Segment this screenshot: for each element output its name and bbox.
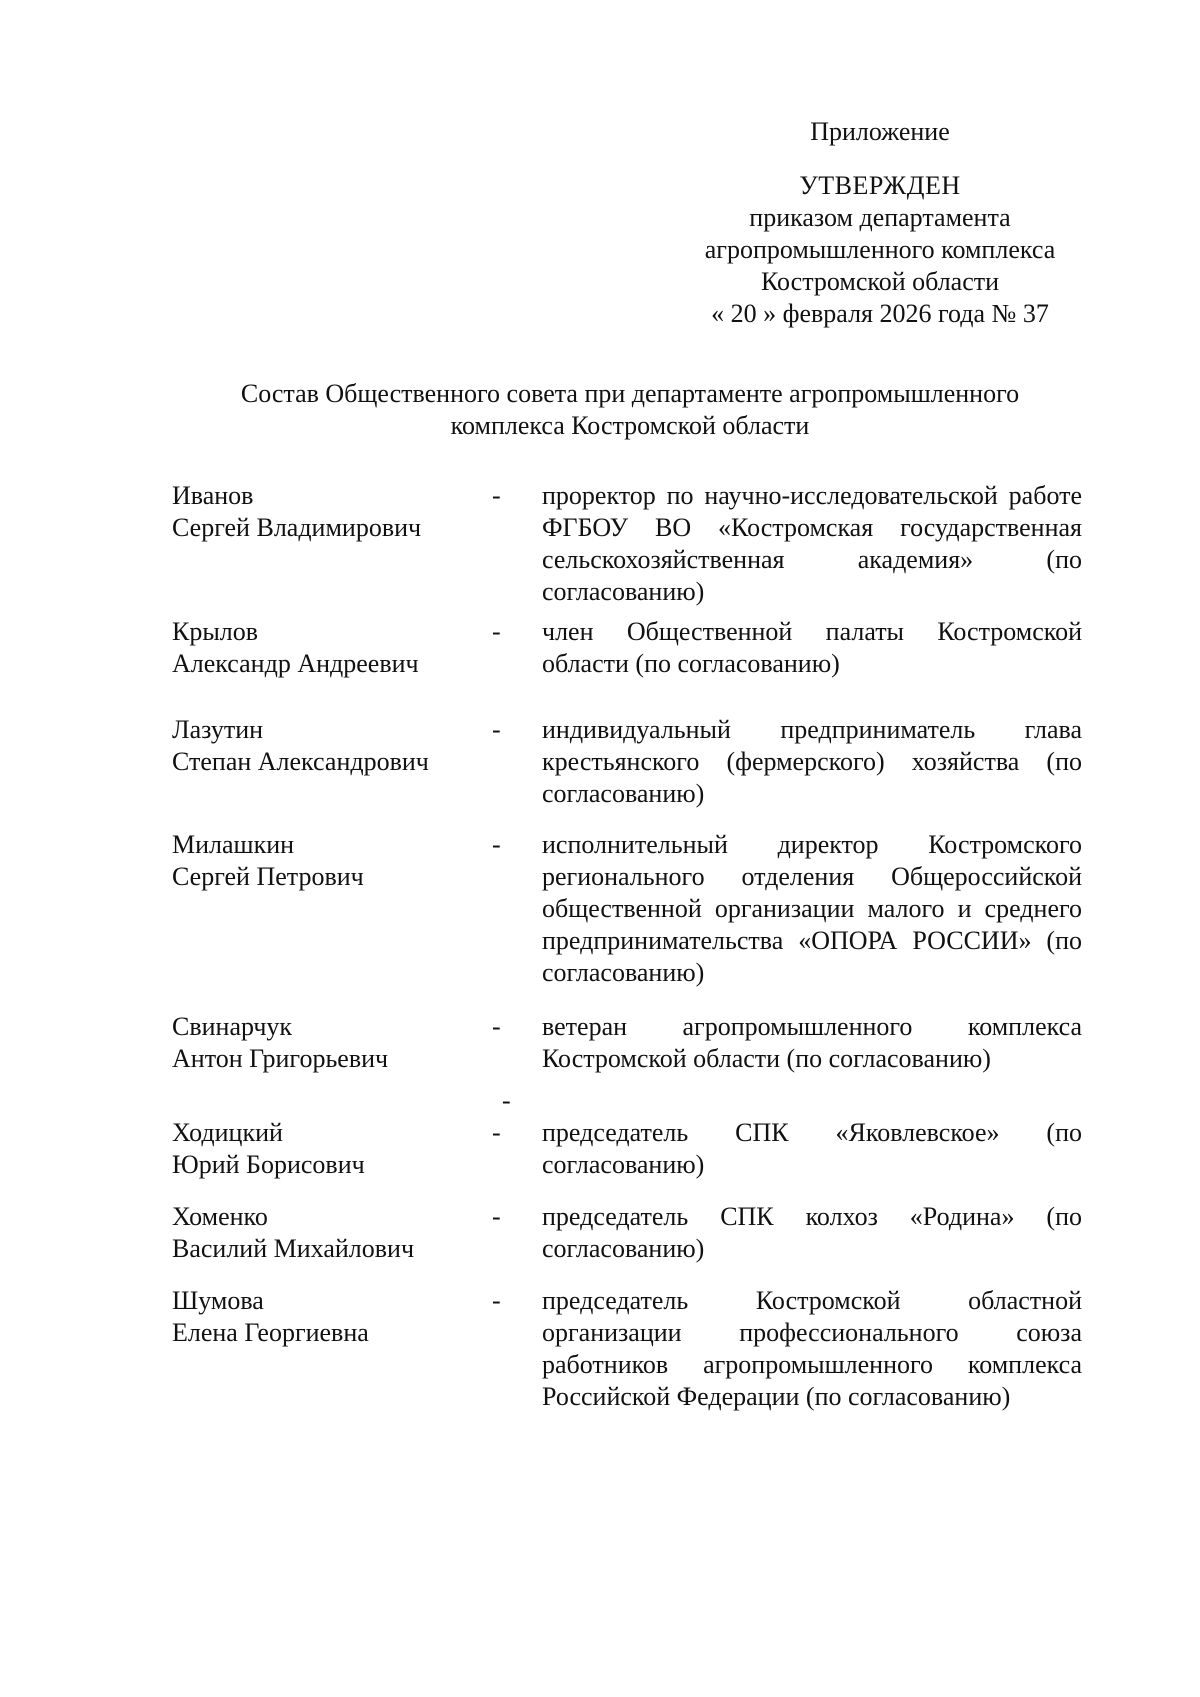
member-given-names: Антон Григорьевич (172, 1044, 389, 1073)
member-name (172, 1201, 492, 1265)
member-position: председатель СПК колхоз «Родина» (по согласованию) (542, 1202, 1082, 1263)
member-given-names: Елена Георгиевна (172, 1318, 369, 1347)
appendix-label: Приложение (810, 117, 950, 146)
order-date: « 20 » февраля 2026 года № 37 (711, 299, 1049, 328)
stray-dash: - (502, 1086, 511, 1115)
member-row (172, 480, 1092, 616)
member-dash: - (492, 1202, 501, 1231)
member-position: член Общественной палаты Костромской области (по согласованию) (542, 617, 1082, 678)
member-given-names: Степан Александрович (172, 747, 429, 776)
member-given-names: Сергей Владимирович (172, 513, 422, 542)
member-dash: - (492, 617, 501, 646)
member-name (172, 1117, 492, 1181)
member-row (172, 1201, 1092, 1285)
member-surname: Шумова (172, 1286, 264, 1315)
member-position: ветеран агропромышленного комплекса Костромской области (по согласованию) (542, 1012, 1082, 1073)
members-list (172, 480, 1092, 1421)
order-line-3: Костромской области (760, 267, 1000, 296)
member-dash: - (492, 1012, 501, 1041)
title-line-2: комплекса Костромской области (450, 411, 810, 440)
member-name (172, 616, 492, 680)
member-name (172, 1285, 492, 1349)
title-line-1: Состав Общественного совета при департаменте агропромышленного (240, 379, 1020, 408)
member-dash: - (492, 715, 501, 744)
member-position: исполнительный директор Костромского регионального отделения Общероссийской общественной организации малого и среднего предпринимательства «ОПОРА РОССИИ» (по согласованию) (542, 830, 1082, 987)
member-surname: Хоменко (172, 1202, 268, 1231)
member-position: проректор по научно-исследовательской работе ФГБОУ ВО «Костромская государственная сельскохозяйственная академия» (по согласованию) (542, 481, 1082, 606)
member-position: председатель СПК «Яковлевское» (по согласованию) (542, 1118, 1082, 1179)
member-name (172, 480, 492, 544)
member-position: индивидуальный предприниматель глава крестьянского (фермерского) хозяйства (по согласованию) (542, 715, 1082, 808)
approval-block (655, 116, 1105, 330)
member-surname: Иванов (172, 481, 254, 510)
member-row (172, 829, 1092, 1011)
member-surname: Лазутин (172, 715, 264, 744)
member-given-names: Сергей Петрович (172, 862, 364, 891)
member-name (172, 1011, 492, 1075)
member-given-names: Василий Михайлович (172, 1234, 415, 1263)
member-row (172, 1011, 1092, 1085)
member-surname: Крылов (172, 617, 259, 646)
member-dash: - (492, 1286, 501, 1315)
member-given-names: Юрий Борисович (172, 1150, 365, 1179)
member-row (172, 616, 1092, 714)
member-name (172, 714, 492, 778)
member-row (172, 1117, 1092, 1201)
order-line-1: приказом департамента (749, 203, 1011, 232)
member-dash: - (492, 481, 501, 510)
member-dash: - (492, 1118, 501, 1147)
member-given-names: Александр Андреевич (172, 649, 419, 678)
member-name (172, 829, 492, 893)
member-position: председатель Костромской областной организации профессионального союза работников агропромышленного комплекса Российской Федерации (по согласованию) (542, 1286, 1082, 1411)
document-title (160, 378, 1100, 442)
member-surname: Свинарчук (172, 1012, 293, 1041)
member-surname: Милашкин (172, 830, 295, 859)
member-row (172, 1285, 1092, 1421)
approved-label: УТВЕРЖДЕН (799, 171, 961, 200)
order-line-2: агропромышленного комплекса (704, 235, 1056, 264)
member-dash: - (492, 830, 501, 859)
member-row (172, 714, 1092, 829)
member-surname: Ходицкий (172, 1118, 283, 1147)
